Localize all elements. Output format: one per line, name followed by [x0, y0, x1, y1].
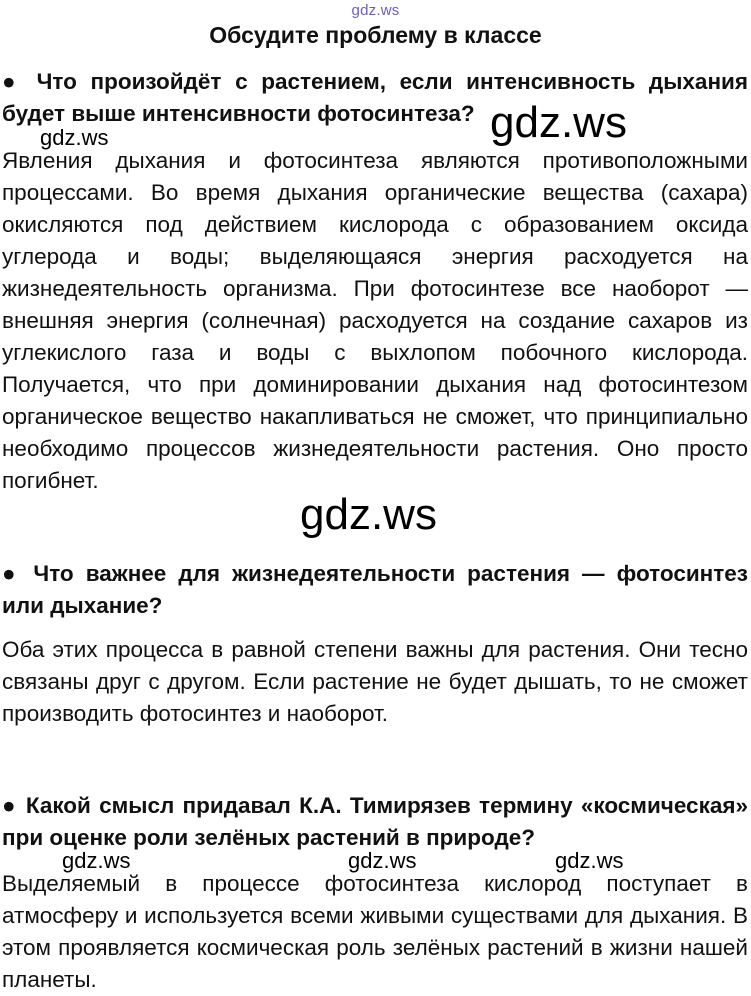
watermark-small-1: gdz.ws: [40, 125, 109, 150]
watermark-big-2: gdz.ws: [300, 490, 437, 539]
page-title: Обсудите проблему в классе: [209, 22, 542, 48]
answer-3: Выделяемый в процессе фотосинтеза кислород поступает в атмосферу и используется всеми живыми существами для дыхания. В этом проявляется космическая роль зелёных растений в жизни нашей планеты.: [2, 871, 748, 992]
watermark-small-4: gdz.ws: [555, 848, 624, 873]
answer-2: Оба этих процесса в равной степени важны для растения. Они тесно связаны друг с другом. Если растение не будет дышать, то не сможет производить фотосинтез и наоборот.: [2, 637, 748, 726]
question-1: ● Что произойдёт с растением, если интенсивность дыхания будет выше интенсивности фотосинтеза?: [2, 69, 748, 126]
watermark-small-2: gdz.ws: [62, 848, 131, 873]
watermark-small-3: gdz.ws: [348, 848, 417, 873]
question-2: ● Что важнее для жизнедеятельности растения — фотосинтез или дыхание?: [2, 561, 748, 618]
watermark-top: gdz.ws: [351, 2, 400, 19]
answer-1: Явления дыхания и фотосинтеза являются противоположными процессами. Во время дыхания органические вещества (сахара) окисляются под действием кислорода с образованием оксида углерода и воды; выделяющаяся энергия расходуется на жизнедеятельность организма. При фотосинтезе все наоборот — внешняя энергия (солнечная) расходуется на создание сахаров из углекислого газа и воды с выхлопом побочного кислорода. Получается, что при доминировании дыхания над фотосинтезом органическое вещество накапливаться не сможет, что принципиально необходимо процессов жизнедеятельности растения. Оно просто погибнет.: [2, 148, 748, 493]
question-3: ● Какой смысл придавал К.А. Тимирязев термину «космическая» при оценке роли зелёных растений в природе?: [2, 793, 748, 850]
watermark-big-1: gdz.ws: [490, 98, 627, 147]
